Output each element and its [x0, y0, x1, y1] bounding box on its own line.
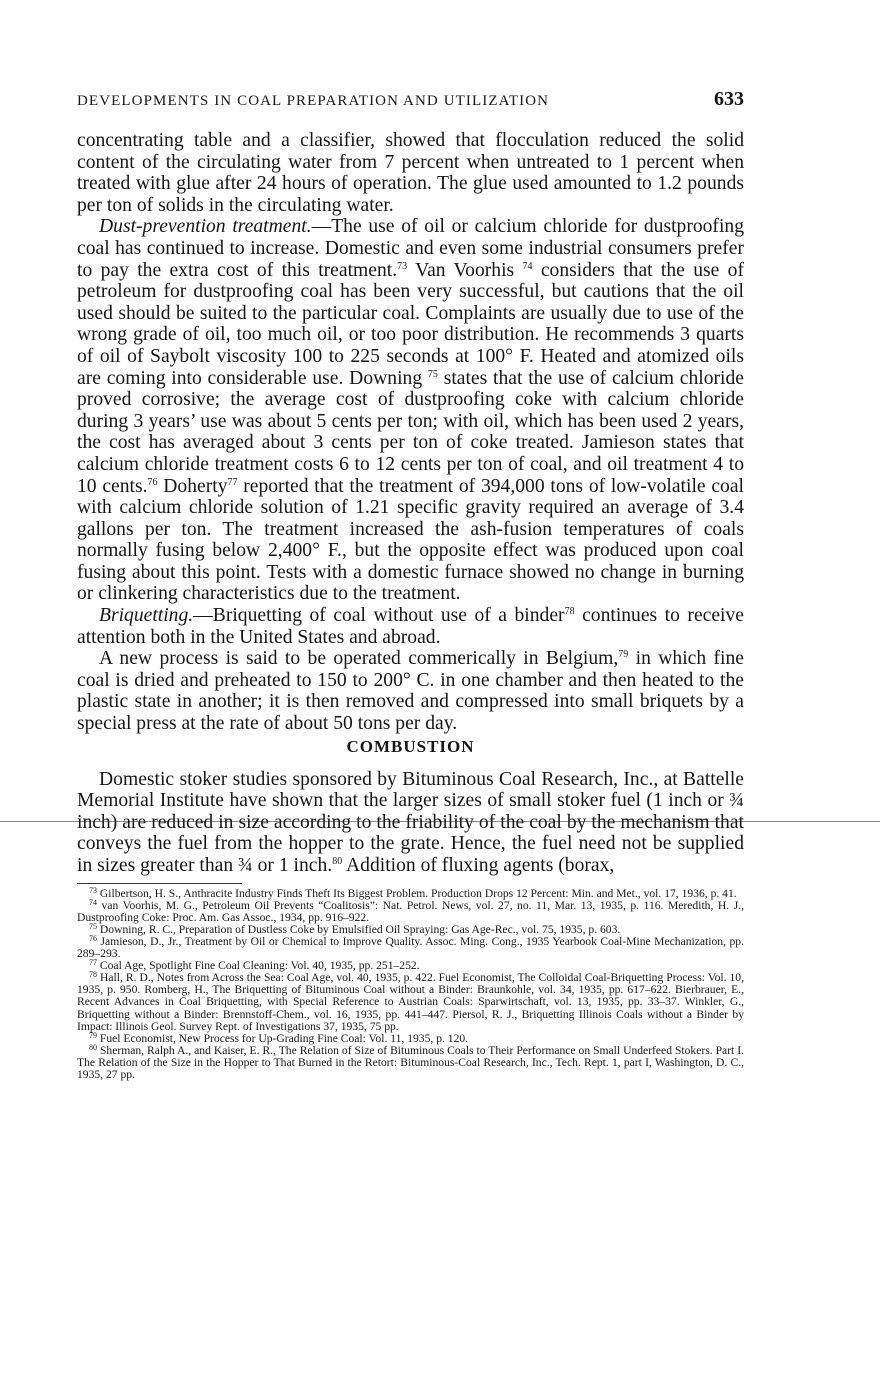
footnote-text: Sherman, Ralph A., and Kaiser, E. R., The Relation of Size of Bituminous Coals to Their Performance on Small Underfeed Stokers. Part I. The Relation of the Size in the Hopper to That Burned in the Retort: Bituminous-Coal Research, Inc., Tech. Rept. 1, part I, Washington, D. C., 1935, 27 pp.	[77, 1043, 744, 1081]
footnote-text: Jamieson, D., Jr., Treatment by Oil or Chemical to Improve Quality. Assoc. Ming. Cong., 1935 Yearbook Coal-Mine Mechanization, pp. 289–293.	[77, 934, 744, 961]
footnote-text: Hall, R. D., Notes from Across the Sea: Coal Age, vol. 40, 1935, p. 422. Fuel Economist, The Colloidal Coal-Briquetting Process: Vol. 10, 1935, p. 950. Romberg, H., The Briquetting of Bituminous Coal without a Binder: Braunkohle, vol. 34, 1935, pp. 617–622. Bierbrauer, E., Recent Advances in Coal Briquetting, with Special Reference to Austrian Coals: Sparwirtschaft, vol. 13, 1935, pp. 33–37. Winkler, G., Briquetting without a Binder: Brennstoff-Chem., vol. 16, 1935, pp. 441–447. Piersol, R. J., Briquetting Illinois Coals without a Binder by Impact: Illinois Geol. Survey Rept. of Investigations 37, 1935, 75 pp.	[77, 971, 744, 1033]
text-run: Addition of fluxing agents (borax,	[342, 855, 615, 876]
running-head	[77, 88, 744, 120]
footnote-number: 73	[89, 885, 97, 895]
text-run: reported that the treatment of 394,000 tons of low-volatile coal with calcium chloride solution of 1.21 specific gravity required an average of 3.4 gallons per ton. The treatment increased the ash-fusion temperatures of coals normally fusing below 2,400° F., but the opposite effect was produced upon coal fusing about this point. Tests with a domestic furnace showed no change in burning or clinkering characteristics due to the treatment.	[77, 475, 744, 605]
footnote-number: 80	[89, 1042, 97, 1052]
footnote-ref-79: 79	[618, 649, 629, 661]
footnote-number: 77	[89, 958, 97, 968]
footnote-ref-74: 74	[522, 260, 533, 272]
page-number: 633	[714, 88, 744, 110]
footnotes	[77, 885, 744, 1082]
body-text	[77, 130, 744, 877]
text-run: Van Voorhis	[407, 259, 523, 281]
text-run: continues to receive attention both in the United States and abroad.	[77, 605, 744, 648]
page	[77, 88, 744, 1081]
footnote-ref-76: 76	[147, 476, 158, 488]
footnote-ref-80: 80	[332, 856, 343, 867]
section-heading-combustion: COMBUSTION	[346, 736, 475, 756]
footnote-text: Fuel Economist, New Process for Up-Grading Fine Coal: Vol. 11, 1935, p. 120.	[97, 1031, 469, 1045]
footnote-number: 78	[89, 970, 97, 980]
paragraph-dust-prevention	[77, 216, 744, 605]
text-run: in which fine coal is dried and preheated to 150 to 200° C. in one chamber and then heated to the plastic state in another; it is then removed and compressed into small briquets by a special press at the rate of about 50 tons per day.	[77, 648, 744, 735]
paragraph-flocculation	[77, 130, 744, 216]
text-run: Domestic stoker studies sponsored by Bituminous Coal Research, Inc., at Battelle Memorial Institute have shown that the larger sizes of small stoker fuel (1 inch or ¾ inch) are reduced in size according to the friability of the coal by the mechanism that conveys the fuel from the hopper to the grate. Hence, the fuel need not be supplied in sizes greater than ¾ or 1 inch.	[77, 768, 744, 876]
run-in-heading: Briquetting.	[99, 605, 194, 627]
footnote-number: 75	[89, 921, 97, 931]
footnote-text: Downing, R. C., Preparation of Dustless Coke by Emulsified Oil Spraying: Gas Age-Rec., vol. 75, 1935, p. 603.	[97, 922, 621, 936]
text-run: Doherty	[157, 475, 228, 497]
footnote-separator	[77, 883, 242, 884]
footnote-text: Gilbertson, H. S., Anthracite Industry Finds Theft Its Biggest Problem. Production Drops 12 Percent: Min. and Met., vol. 17, 1936, p. 41.	[97, 886, 737, 900]
footnote-80	[77, 1042, 744, 1081]
text-run: considers that the use of petroleum for dustproofing coal has been very successful, but cautions that the oil used should be suited to the particular coal. Complaints are usually due to use of the wrong grade of oil, too much oil, or too poor distribution. He recommends 3 quarts of oil of Saybolt viscosity 100 to 225 seconds at 100° F. Heated and atomized oils are coming into considerable use. Downing	[77, 259, 744, 389]
run-in-heading: Dust-prevention treatment.	[99, 216, 312, 238]
footnote-text: van Voorhis, M. G., Petroleum Oil Prevents “Coalitosis”: Nat. Petrol. News, vol. 27, no. 11, Mar. 13, 1935, p. 116. Meredith, H. J., Dustproofing Coke: Proc. Am. Gas Assoc., 1934, pp. 916–922.	[77, 898, 744, 924]
footnote-74	[77, 897, 744, 924]
footnote-number: 79	[89, 1030, 97, 1040]
footnote-76	[77, 933, 744, 961]
footnote-ref-78: 78	[564, 606, 575, 618]
footnote-ref-75: 75	[427, 368, 438, 380]
paragraph-briquetting	[77, 605, 744, 648]
footnote-number: 74	[89, 897, 97, 907]
paragraph-text: concentrating table and a classifier, showed that flocculation reduced the solid content of the circulating water from 7 percent when untreated to 1 percent when treated with glue after 24 hours of operation. The glue used amounted to 1.2 pounds per ton of solids in the circulating water.	[77, 130, 744, 216]
paragraph-stoker-studies	[77, 769, 744, 877]
footnote-number: 76	[89, 933, 97, 943]
text-run: —Briquetting of coal without use of a binder	[193, 605, 565, 627]
footnote-text: Coal Age, Spotlight Fine Coal Cleaning: Vol. 40, 1935, pp. 251–252.	[97, 959, 420, 973]
footnote-ref-73: 73	[397, 260, 408, 272]
text-run: states that the use of calcium chloride proved corrosive; the average cost of dustproofing coke with calcium chloride during 3 years’ use was about 5 cents per ton; with oil, which has been used 2 years, the cost has averaged about 3 cents per ton of coke treated. Jamieson states that calcium chloride treatment costs 6 to 12 cents per ton of coal, and oil treatment 4 to 10 cents.	[77, 367, 744, 497]
footnote-ref-77: 77	[227, 476, 238, 488]
running-title: DEVELOPMENTS IN COAL PREPARATION AND UTILIZATION	[77, 93, 550, 109]
text-run: —The use of oil or calcium chloride for dustproofing coal has continued to increase. Domestic and even some industrial consumers prefer to pay the extra cost of this treatment.	[77, 216, 744, 281]
text-run: A new process is said to be operated commerically in Belgium,	[99, 648, 619, 670]
paragraph-belgium-process	[77, 648, 744, 734]
footnote-78	[77, 972, 744, 1032]
